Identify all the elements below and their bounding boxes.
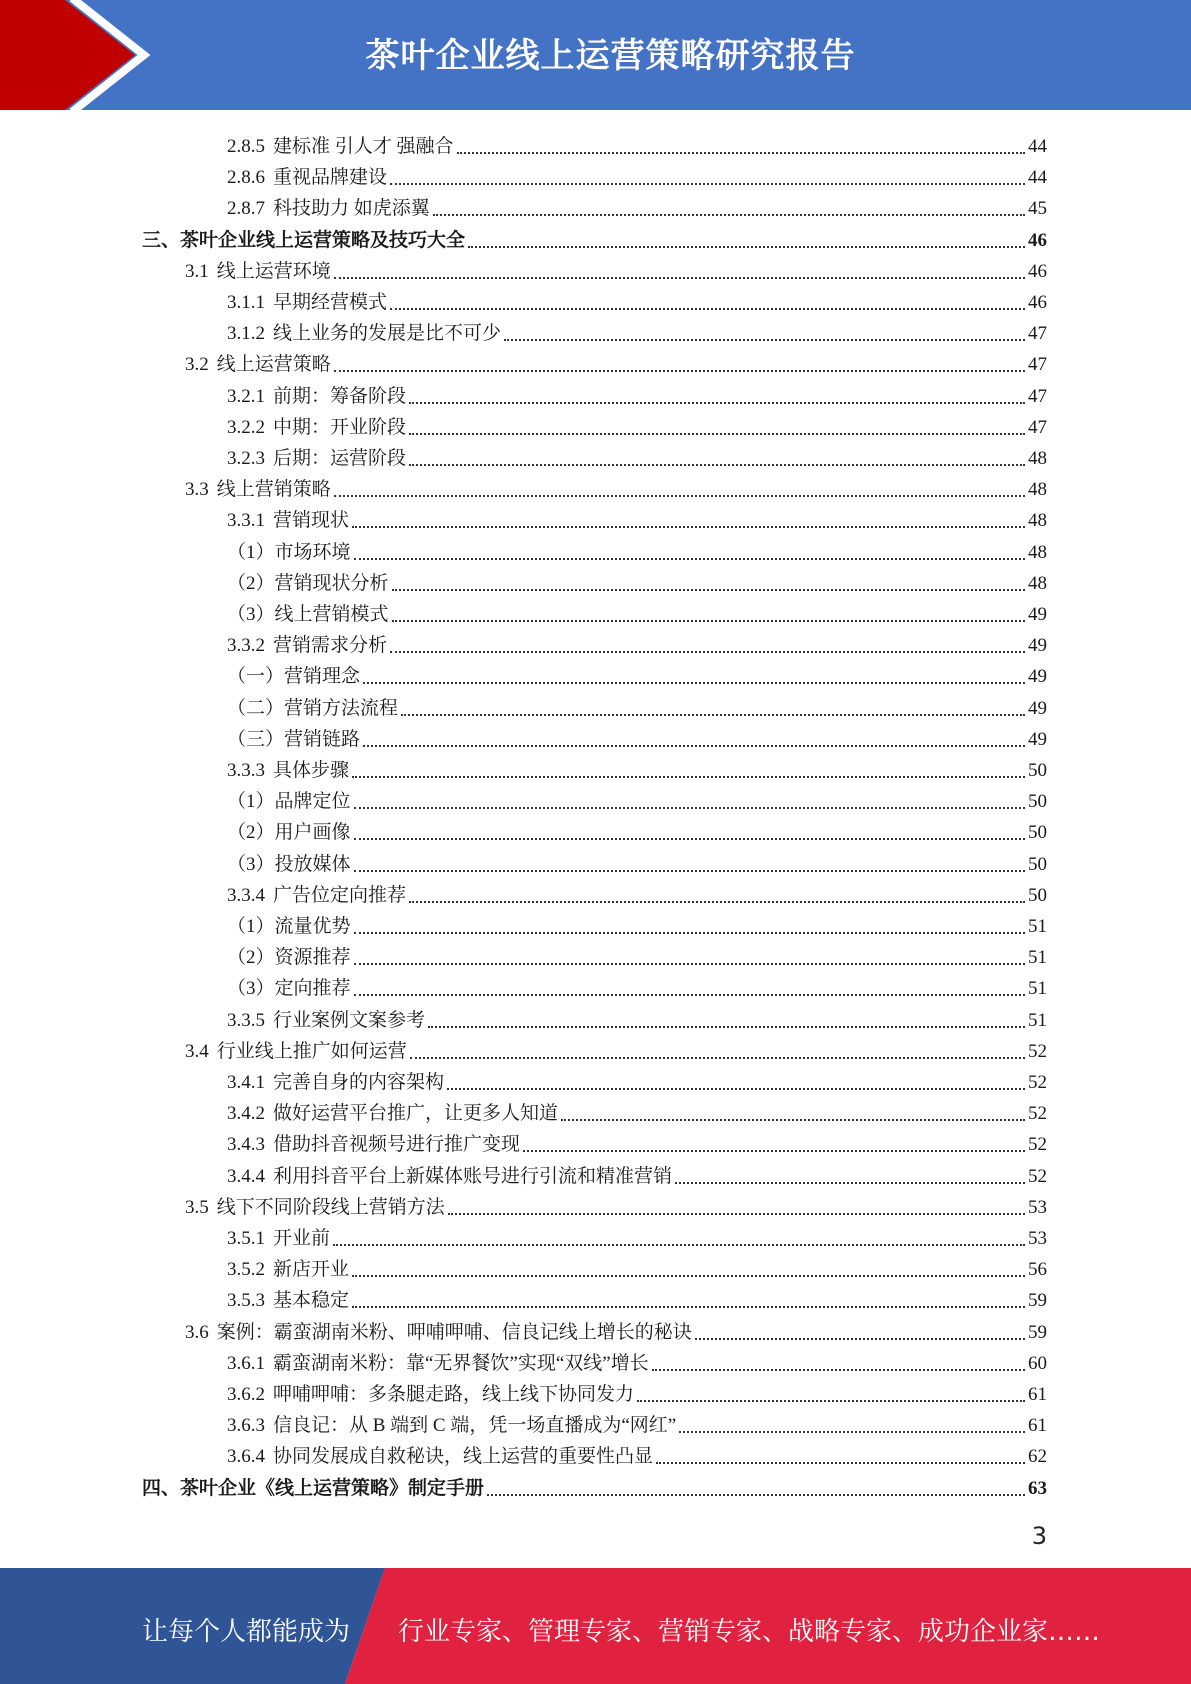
toc-entry[interactable] — [227, 502, 1047, 533]
toc-entry[interactable] — [227, 1282, 1047, 1313]
toc-entry-title: （1）品牌定位 — [227, 791, 351, 813]
toc-dot-leader — [354, 870, 1025, 872]
toc-entry[interactable] — [227, 1438, 1047, 1469]
toc-dot-leader — [390, 308, 1025, 310]
toc-entry-page: 51 — [1028, 1009, 1047, 1031]
toc-entry-label — [227, 821, 351, 845]
toc-dot-leader — [504, 339, 1025, 341]
toc-entry[interactable] — [227, 1345, 1047, 1376]
toc-entry-label — [227, 728, 360, 752]
toc-entry-number: 3.4.2 — [227, 1103, 265, 1125]
toc-entry-page: 52 — [1028, 1040, 1047, 1062]
toc-entry-label — [185, 1196, 445, 1220]
toc-entry-number: 3.3.3 — [227, 760, 265, 781]
toc-entry-label — [227, 697, 398, 721]
toc-entry-number: 3.6.3 — [227, 1415, 265, 1437]
toc-entry-number: 3.6 — [185, 1321, 209, 1343]
toc-entry[interactable] — [227, 1376, 1047, 1407]
toc-entry-title: 信良记：从 B 端到 C 端，凭一场直播成为“网红” — [273, 1415, 677, 1437]
toc-entry-title: 早期经营模式 — [273, 292, 388, 313]
toc-dot-leader — [363, 682, 1025, 684]
toc-entry-title: 案例：霸蛮湖南米粉、呷哺呷哺、信良记线上增长的秘诀 — [216, 1321, 692, 1343]
toc-entry-title: 行业线上推广如何运营 — [216, 1040, 407, 1062]
toc-dot-leader — [428, 1026, 1025, 1028]
toc-entry-page: 50 — [1028, 791, 1047, 813]
toc-entry[interactable] — [227, 814, 1047, 845]
toc-dot-leader — [637, 1400, 1025, 1402]
toc-entry[interactable] — [227, 939, 1047, 970]
toc-entry-title: （一）营销理念 — [227, 666, 361, 688]
toc-entry-title: 营销需求分析 — [273, 635, 388, 657]
toc-entry-page: 47 — [1028, 323, 1047, 345]
toc-entry-title: 后期：运营阶段 — [273, 448, 407, 469]
toc-entry-title: 三、茶叶企业线上运营策略及技巧大全 — [142, 229, 466, 251]
toc-entry[interactable] — [227, 721, 1047, 752]
toc-entry-page: 50 — [1028, 884, 1047, 906]
toc-entry-label — [142, 1477, 484, 1501]
toc-entry-title: 线上业务的发展是比不可少 — [273, 323, 502, 345]
toc-entry-page: 51 — [1028, 916, 1047, 937]
toc-entry-number: 2.8.7 — [227, 198, 265, 220]
toc-entry-page: 48 — [1028, 572, 1047, 594]
toc-entry-number: 3.4.4 — [227, 1165, 265, 1187]
toc-dot-leader — [409, 901, 1025, 903]
toc-entry-label — [227, 1009, 425, 1033]
toc-entry-label — [227, 291, 387, 315]
report-title: 茶叶企业线上运营策略研究报告 — [365, 36, 856, 76]
page-number: 3 — [1031, 1522, 1047, 1550]
toc-entry-label — [185, 478, 331, 502]
toc-entry-number: 3.3 — [185, 479, 209, 501]
toc-dot-leader — [352, 526, 1025, 528]
toc-entry-page: 48 — [1028, 479, 1047, 501]
toc-entry[interactable] — [227, 596, 1047, 627]
toc-entry-label — [227, 1258, 349, 1282]
toc-entry-label — [227, 884, 406, 908]
toc-entry[interactable] — [227, 627, 1047, 658]
toc-entry-label — [227, 385, 406, 409]
toc-entry[interactable] — [185, 346, 1047, 377]
toc-entry-page: 52 — [1028, 1165, 1047, 1187]
toc-entry-label — [227, 135, 454, 159]
toc-entry-label — [227, 1289, 349, 1313]
toc-entry-title: 四、茶叶企业《线上运营策略》制定手册 — [142, 1477, 485, 1499]
toc-entry-title: 呷哺呷哺：多条腿走路，线上线下协同发力 — [273, 1384, 635, 1405]
toc-entry[interactable] — [227, 565, 1047, 596]
toc-entry-number: 3.3.2 — [227, 635, 265, 657]
footer-slogan-left: 让每个人都能成为 — [142, 1617, 351, 1647]
toc-entry-title: 具体步骤 — [273, 760, 350, 781]
toc-entry-title: （三）营销链路 — [227, 728, 361, 750]
toc-entry-label — [227, 1227, 330, 1251]
toc-dot-leader — [409, 433, 1025, 435]
toc-entry-page: 52 — [1028, 1072, 1047, 1093]
toc-entry[interactable] — [142, 222, 1047, 253]
toc-entry-title: 利用抖音平台上新媒体账号进行引流和精准营销 — [273, 1165, 673, 1187]
toc-entry-number: 3.5 — [185, 1196, 209, 1218]
toc-dot-leader — [354, 994, 1025, 996]
toc-entry[interactable] — [227, 440, 1047, 471]
toc-dot-leader — [334, 495, 1025, 497]
page-footer — [0, 1568, 1191, 1684]
toc-entry-number: 3.4 — [185, 1040, 209, 1062]
toc-dot-leader — [561, 1119, 1025, 1121]
toc-entry-page: 61 — [1028, 1415, 1047, 1437]
toc-entry-title: 营销现状 — [273, 510, 350, 532]
toc-entry-title: （2）资源推荐 — [227, 947, 351, 969]
toc-entry-title: 重视品牌建设 — [273, 167, 388, 189]
toc-entry-label — [227, 572, 389, 596]
toc-entry[interactable] — [227, 658, 1047, 689]
toc-dot-leader — [390, 651, 1025, 653]
toc-entry-title: 新店开业 — [273, 1259, 350, 1281]
toc-entry-page: 50 — [1028, 760, 1047, 781]
toc-entry-number: 3.5.3 — [227, 1290, 265, 1312]
toc-entry-page: 53 — [1028, 1196, 1047, 1218]
toc-entry-page: 53 — [1028, 1228, 1047, 1249]
toc-entry-number: 3.2.2 — [227, 416, 265, 438]
toc-entry-number: 3.1.1 — [227, 292, 265, 313]
toc-entry-title: 做好运营平台推广，让更多人知道 — [273, 1103, 559, 1125]
toc-entry-label — [227, 322, 501, 346]
toc-entry-number: 3.2.1 — [227, 385, 265, 407]
toc-entry-title: 协同发展成自救秘诀，线上运营的重要性凸显 — [273, 1446, 654, 1468]
toc-dot-leader — [523, 1150, 1025, 1152]
toc-entry-label — [227, 1414, 676, 1438]
toc-entry-page: 49 — [1028, 728, 1047, 750]
toc-entry-page: 49 — [1028, 666, 1047, 688]
toc-entry-page: 49 — [1028, 604, 1047, 625]
toc-entry-page: 48 — [1028, 448, 1047, 469]
toc-entry-number: 2.8.5 — [227, 136, 265, 157]
toc-entry-page: 50 — [1028, 822, 1047, 844]
toc-dot-leader — [695, 1338, 1025, 1340]
toc-entry-title: （2）用户画像 — [227, 822, 351, 844]
toc-entry[interactable] — [227, 783, 1047, 814]
toc-entry-page: 63 — [1028, 1477, 1047, 1499]
toc-dot-leader — [354, 963, 1025, 965]
toc-entry-label — [227, 447, 406, 471]
toc-entry-page: 46 — [1028, 292, 1047, 313]
toc-entry-number: 3.6.2 — [227, 1384, 265, 1405]
toc-entry[interactable] — [185, 253, 1047, 284]
toc-entry-page: 52 — [1028, 1134, 1047, 1156]
toc-entry-title: 科技助力 如虎添翼 — [273, 198, 430, 220]
toc-entry-number: 3.2 — [185, 354, 209, 376]
toc-entry-title: 中期：开业阶段 — [273, 416, 407, 438]
toc-entry-label — [227, 946, 351, 970]
toc-dot-leader — [447, 1088, 1025, 1090]
toc-entry-title: 线上营销策略 — [216, 479, 331, 501]
toc-entry-title: （3）定向推荐 — [227, 978, 351, 1000]
toc-entry-title: 完善自身的内容架构 — [273, 1072, 445, 1093]
toc-dot-leader — [363, 745, 1025, 747]
toc-dot-leader — [352, 1306, 1025, 1308]
toc-entry-number: 3.6.1 — [227, 1352, 265, 1374]
toc-entry-label — [227, 665, 360, 689]
toc-entry-page: 50 — [1028, 853, 1047, 875]
toc-dot-leader — [433, 214, 1025, 216]
toc-dot-leader — [352, 776, 1025, 778]
toc-dot-leader — [392, 620, 1025, 622]
toc-entry-title: （二）营销方法流程 — [227, 697, 399, 719]
footer-slogan-right: 行业专家、管理专家、营销专家、战略专家、成功企业家…… — [398, 1617, 1101, 1647]
toc-entry-page: 44 — [1028, 167, 1047, 189]
toc-dot-leader — [352, 1275, 1025, 1277]
toc-entry[interactable] — [227, 284, 1047, 315]
toc-entry-page: 59 — [1028, 1321, 1047, 1343]
toc-dot-leader — [334, 370, 1025, 372]
toc-entry-page: 48 — [1028, 510, 1047, 532]
toc-entry[interactable] — [227, 970, 1047, 1001]
toc-dot-leader — [679, 1431, 1025, 1433]
toc-entry-label — [227, 541, 351, 565]
toc-entry-title: 建标准 引人才 强融合 — [273, 136, 454, 157]
toc-entry[interactable] — [185, 471, 1047, 502]
toc-entry-label — [227, 1071, 444, 1095]
toc-entry[interactable] — [227, 877, 1047, 908]
toc-entry-number: 3.1 — [185, 260, 209, 282]
toc-entry-title: （1）流量优势 — [227, 916, 351, 937]
toc-entry-label — [227, 1133, 520, 1157]
toc-entry-page: 46 — [1028, 260, 1047, 282]
toc-entry-label — [227, 1383, 634, 1407]
toc-entry-title: （3）线上营销模式 — [227, 604, 389, 625]
toc-dot-leader — [652, 1369, 1025, 1371]
toc-entry[interactable] — [227, 690, 1047, 721]
toc-entry-title: 线下不同阶段线上营销方法 — [216, 1196, 445, 1218]
toc-entry-title: （3）投放媒体 — [227, 853, 351, 875]
toc-dot-leader — [468, 246, 1025, 248]
toc-entry-page: 44 — [1028, 136, 1047, 157]
toc-entry-label — [227, 790, 351, 814]
toc-entry-label — [227, 603, 389, 627]
toc-dot-leader — [656, 1462, 1025, 1464]
toc-entry[interactable] — [227, 534, 1047, 565]
toc-entry-number: 2.8.6 — [227, 167, 265, 189]
toc-entry-page: 51 — [1028, 947, 1047, 969]
toc-entry-title: 霸蛮湖南米粉：靠“无界餐饮”实现“双线”增长 — [273, 1352, 649, 1374]
toc-entry-title: （1）市场环境 — [227, 541, 351, 563]
toc-entry[interactable] — [227, 1407, 1047, 1438]
toc-entry-number: 3.1.2 — [227, 323, 265, 345]
toc-entry[interactable] — [185, 1189, 1047, 1220]
toc-entry-number: 3.4.3 — [227, 1134, 265, 1156]
toc-entry[interactable] — [227, 409, 1047, 440]
page-header — [0, 0, 1191, 110]
toc-dot-leader — [409, 402, 1025, 404]
toc-entry-page: 52 — [1028, 1103, 1047, 1125]
toc-entry-label — [227, 166, 387, 190]
toc-dot-leader — [401, 714, 1025, 716]
toc-dot-leader — [390, 183, 1025, 185]
toc-entry-page: 49 — [1028, 697, 1047, 719]
toc-entry-page: 47 — [1028, 416, 1047, 438]
toc-entry-page: 61 — [1028, 1384, 1047, 1405]
toc-entry-page: 48 — [1028, 541, 1047, 563]
toc-entry-title: 线上运营环境 — [216, 260, 331, 282]
toc-entry[interactable] — [227, 1251, 1047, 1282]
toc-dot-leader — [334, 277, 1025, 279]
toc-entry[interactable] — [227, 315, 1047, 346]
toc-entry-label — [142, 229, 465, 253]
toc-entry-label — [227, 759, 349, 783]
toc-entry-title: 借助抖音视频号进行推广变现 — [273, 1134, 521, 1156]
toc-dot-leader — [409, 464, 1025, 466]
toc-entry-number: 3.5.2 — [227, 1259, 265, 1281]
toc-entry-number: 3.6.4 — [227, 1446, 265, 1468]
toc-entry-page: 46 — [1028, 229, 1047, 251]
toc-entry-page: 59 — [1028, 1290, 1047, 1312]
toc-entry-label — [185, 353, 331, 377]
toc-entry-number: 3.5.1 — [227, 1228, 265, 1249]
toc-entry-label — [227, 977, 351, 1001]
toc-entry-title: （2）营销现状分析 — [227, 572, 389, 594]
toc-dot-leader — [354, 807, 1025, 809]
toc-entry-page: 47 — [1028, 354, 1047, 376]
toc-entry-number: 3.3.5 — [227, 1009, 265, 1031]
toc-entry-label — [227, 1102, 558, 1126]
toc-entry-number: 3.3.4 — [227, 884, 265, 906]
toc-dot-leader — [675, 1182, 1025, 1184]
toc-entry-page: 47 — [1028, 385, 1047, 407]
toc-entry-number: 3.4.1 — [227, 1072, 265, 1093]
toc-entry-page: 60 — [1028, 1352, 1047, 1374]
toc-dot-leader — [487, 1494, 1025, 1496]
toc-dot-leader — [392, 589, 1025, 591]
toc-dot-leader — [410, 1057, 1025, 1059]
toc-entry[interactable] — [227, 908, 1047, 939]
toc-entry[interactable] — [227, 1158, 1047, 1189]
toc-dot-leader — [354, 838, 1025, 840]
toc-entry[interactable] — [227, 846, 1047, 877]
toc-entry-title: 行业案例文案参考 — [273, 1009, 426, 1031]
toc-entry-page: 45 — [1028, 198, 1047, 220]
toc-entry-label — [227, 509, 349, 533]
toc-dot-leader — [333, 1244, 1025, 1246]
toc-dot-leader — [457, 152, 1025, 154]
toc-entry-page: 49 — [1028, 635, 1047, 657]
toc-dot-leader — [354, 932, 1025, 934]
toc-entry-label — [227, 853, 351, 877]
toc-entry[interactable] — [227, 1095, 1047, 1126]
toc-entry-label — [227, 416, 406, 440]
toc-entry[interactable] — [227, 1220, 1047, 1251]
toc-entry-label — [227, 1165, 672, 1189]
toc-entry-page: 62 — [1028, 1446, 1047, 1468]
toc-entry[interactable] — [185, 1314, 1047, 1345]
toc-entry-label — [185, 1040, 407, 1064]
toc-entry[interactable] — [142, 1470, 1047, 1501]
toc-entry-title: 前期：筹备阶段 — [273, 385, 407, 407]
toc-entry[interactable] — [227, 1126, 1047, 1157]
toc-entry[interactable] — [227, 190, 1047, 221]
toc-entry-label — [227, 634, 387, 658]
toc-entry-label — [185, 260, 331, 284]
toc-dot-leader — [354, 558, 1025, 560]
toc-entry[interactable] — [227, 1002, 1047, 1033]
toc-entry-number: 3.2.3 — [227, 448, 265, 469]
toc-entry-label — [227, 1352, 649, 1376]
toc-entry-page: 56 — [1028, 1259, 1047, 1281]
toc-entry[interactable] — [185, 1033, 1047, 1064]
toc-entry[interactable] — [227, 1064, 1047, 1095]
toc-entry-number: 3.3.1 — [227, 510, 265, 532]
toc-dot-leader — [448, 1213, 1025, 1215]
toc-entry-title: 广告位定向推荐 — [273, 884, 407, 906]
toc-entry-label — [227, 915, 351, 939]
toc-entry[interactable] — [227, 159, 1047, 190]
toc-entry[interactable] — [227, 128, 1047, 159]
toc-entry[interactable] — [227, 752, 1047, 783]
toc-entry-page: 51 — [1028, 978, 1047, 1000]
toc-entry-title: 开业前 — [273, 1228, 331, 1249]
toc-entry-label — [185, 1321, 692, 1345]
toc-entry[interactable] — [227, 378, 1047, 409]
toc-entry-title: 线上运营策略 — [216, 354, 331, 376]
toc-entry-title: 基本稳定 — [273, 1290, 350, 1312]
toc-entry-label — [227, 197, 430, 221]
toc-entry-label — [227, 1445, 653, 1469]
